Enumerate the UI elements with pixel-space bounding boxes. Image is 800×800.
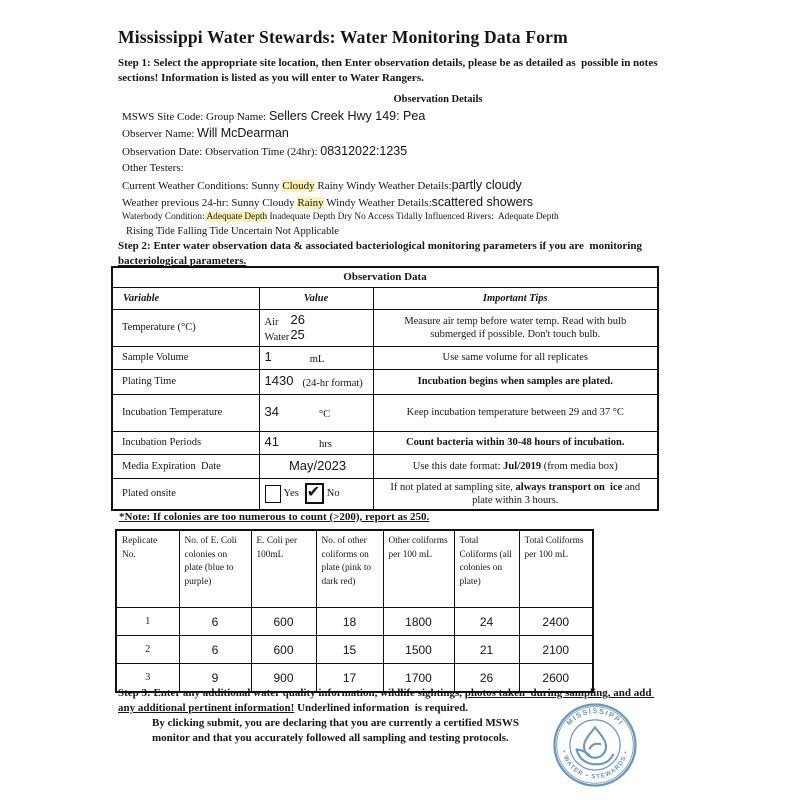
plated-onsite-no-checkbox[interactable] <box>305 483 324 504</box>
media-expiration-label: Media Expiration Date <box>112 454 259 478</box>
table-row <box>112 309 658 346</box>
other-testers-row <box>122 160 742 176</box>
table-cell-value[interactable]: 600 <box>251 608 316 636</box>
current-weather-row <box>122 177 742 194</box>
incubation-temperature-value-cell <box>259 394 373 431</box>
observation-data-caption: Observation Data <box>112 267 658 287</box>
sample-volume-value[interactable]: 1 <box>264 349 272 364</box>
column-header-tips: Important Tips <box>373 287 658 309</box>
table-row <box>112 369 658 394</box>
column-header-total-coliforms-100ml: Total Coliforms per 100 mL <box>519 530 593 608</box>
tide-options-row: Rising Tide Falling Tide Uncertain Not Applicable <box>126 225 339 237</box>
column-header-value: Value <box>259 287 373 309</box>
step2-text: Step 2: Enter water observation data & associated bacteriological monitoring parameters if you are monitoring <box>118 240 645 252</box>
table-cell-value[interactable]: 2600 <box>519 664 593 693</box>
table-cell-value[interactable]: 1500 <box>383 636 454 664</box>
table-cell-value[interactable]: 26 <box>454 664 519 693</box>
plated-onsite-value-cell <box>259 478 373 510</box>
colony-count-table <box>115 529 594 693</box>
observation-details-heading: Observation Details <box>393 94 483 105</box>
table-cell-value[interactable]: 6 <box>179 608 251 636</box>
sample-volume-unit: mL <box>309 354 325 365</box>
colony-table-header-row <box>116 530 593 608</box>
table-cell-value[interactable]: 900 <box>251 664 316 693</box>
form-title: Mississippi Water Stewards: Water Monitoring Data Form <box>118 27 568 47</box>
table-cell-value[interactable]: 600 <box>251 636 316 664</box>
air-label: Air <box>264 316 279 328</box>
table-row <box>112 478 658 510</box>
msws-seal-logo <box>551 701 639 789</box>
table-cell-value[interactable]: 2100 <box>519 636 593 664</box>
column-header-ecoli-per-100ml: E. Coli per 100mL <box>251 530 316 608</box>
table-cell-value[interactable]: 24 <box>454 608 519 636</box>
sample-volume-tip: Use same volume for all replicates <box>373 346 658 369</box>
colony-count-note: *Note: If colonies are too numerous to count (>200), report as 250. <box>119 511 430 523</box>
table-cell-value[interactable]: 21 <box>454 636 519 664</box>
water-label: Water <box>264 331 290 343</box>
previous-weather-details-value[interactable]: scattered showers <box>431 195 534 210</box>
table-cell-value[interactable]: 9 <box>179 664 251 693</box>
incubation-temperature-label: Incubation Temperature <box>112 394 259 431</box>
previous-weather-label: Weather previous 24-hr: Sunny Cloudy <box>122 197 298 210</box>
column-header-ecoli-colonies: No. of E. Coli colonies on plate (blue to purple) <box>179 530 251 608</box>
water-temperature-value[interactable]: 25 <box>290 326 305 342</box>
table-row <box>112 346 658 369</box>
current-weather-selected[interactable]: Cloudy <box>282 179 315 192</box>
table-cell-value[interactable]: 17 <box>316 664 383 693</box>
previous-weather-row <box>122 194 742 211</box>
incubation-temperature-unit: °C <box>318 409 331 420</box>
table-cell-value[interactable]: 18 <box>316 608 383 636</box>
plated-onsite-yes-label: Yes <box>283 488 299 499</box>
air-temperature-value[interactable]: 26 <box>290 311 305 327</box>
sample-volume-label: Sample Volume <box>112 346 259 369</box>
plating-time-format: (24-hr format) <box>302 378 363 389</box>
waterbody-condition-row <box>122 211 742 225</box>
logo-arc-bottom-text: • WATER • STEWARDS • <box>560 749 630 781</box>
submit-declaration-text: By clicking submit, you are declaring that you are currently a certified MSWS monitor and that you accurately followed all sampling and testing protocols. <box>152 717 519 744</box>
plated-onsite-no-label: No <box>326 488 340 499</box>
waterbody-condition-selected[interactable]: Adequate Depth <box>206 212 268 223</box>
replicate-number: 1 <box>116 608 179 636</box>
plated-onsite-tip-bold: always transport on ice <box>515 481 623 493</box>
observer-name-value[interactable]: Will McDearman <box>197 126 289 141</box>
other-testers-label: Other Testers: <box>122 162 184 175</box>
observation-details-section <box>122 108 742 239</box>
incubation-periods-value-cell <box>259 431 373 454</box>
site-code-row <box>122 108 742 125</box>
observer-name-label: Observer Name: <box>122 128 195 141</box>
replicate-number: 3 <box>116 664 179 693</box>
incubation-temperature-value[interactable]: 34 <box>264 404 279 419</box>
table-row <box>112 431 658 454</box>
table-cell-value[interactable]: 6 <box>179 636 251 664</box>
incubation-temperature-tip: Keep incubation temperature between 29 and 37 °C <box>373 394 658 431</box>
incubation-periods-label: Incubation Periods <box>112 431 259 454</box>
step2-underlined-text: bacteriological parameters. <box>118 254 247 267</box>
water-drop-in-hand-icon <box>577 727 614 764</box>
column-header-other-coliforms-plate: No. of other coliforms on plate (pink to dark red) <box>316 530 383 608</box>
waterbody-condition-label: Waterbody Condition: <box>122 212 207 223</box>
temperature-value-cell <box>259 309 373 346</box>
plated-onsite-label: Plated onsite <box>112 478 259 510</box>
step3-text: Step 3: Enter any additional water quality information, wildlife sightings, <box>118 687 465 699</box>
media-expiration-value[interactable]: May/2023 <box>288 457 347 473</box>
incubation-periods-unit: hrs <box>318 439 332 450</box>
current-weather-details-value[interactable]: partly cloudy <box>451 177 522 192</box>
step3-text-post: Underlined information is required. <box>294 702 469 714</box>
site-code-label: MSWS Site Code: Group Name: <box>122 111 267 123</box>
plating-time-tip: Incubation begins when samples are plated. <box>373 369 658 394</box>
sample-volume-value-cell <box>259 346 373 369</box>
table-row <box>116 636 593 664</box>
media-expiration-tip: Use this date format: Jul/2019 (from media box) <box>373 454 658 478</box>
table-cell-value[interactable]: 1800 <box>383 608 454 636</box>
current-weather-label-post: Rainy Windy Weather Details: <box>314 179 452 192</box>
column-header-variable: Variable <box>112 287 259 309</box>
table-row <box>112 454 658 478</box>
column-header-other-coliforms-100ml: Other coliforms per 100 mL <box>383 530 454 608</box>
temperature-label: Temperature (°C) <box>112 309 259 346</box>
table-cell-value[interactable]: 15 <box>316 636 383 664</box>
logo-arc-top-text: MISSISSIPPI <box>564 706 626 728</box>
plating-time-label: Plating Time <box>112 369 259 394</box>
replicate-number: 2 <box>116 636 179 664</box>
table-cell-value[interactable]: 2400 <box>519 608 593 636</box>
site-code-value[interactable]: Sellers Creek Hwy 149: Pea <box>268 109 426 123</box>
table-row <box>112 394 658 431</box>
plated-onsite-tip: If not plated at sampling site, always transport on ice and plate within 3 hours. <box>373 478 658 510</box>
media-expiration-tip-bold: Jul/2019 <box>503 460 542 472</box>
observation-datetime-value[interactable]: 08312022:1235 <box>320 143 408 158</box>
previous-weather-label-post: Windy Weather Details: <box>323 197 432 210</box>
column-header-total-coliforms-plate: Total Coliforms (all colonies on plate) <box>454 530 519 608</box>
waterbody-condition-options: Inadequate Depth Dry No Access Tidally Influenced Rivers: Adequate Depth <box>267 212 559 223</box>
plating-time-value[interactable]: 1430 <box>264 373 294 388</box>
previous-weather-selected[interactable]: Rainy <box>297 197 324 210</box>
observer-name-row <box>122 125 742 142</box>
step2-heading <box>118 239 670 268</box>
checkmark-icon: ✔ <box>306 482 321 501</box>
column-header-replicate: Replicate No. <box>116 530 179 608</box>
current-weather-label: Current Weather Conditions: Sunny <box>122 179 283 192</box>
step1-heading: Step 1: Select the appropriate site location, then Enter observation details, please be as detailed as possible in notes sections! Information is listed as you will enter to Water Rangers. <box>118 57 661 84</box>
incubation-periods-tip: Count bacteria within 30-48 hours of incubation. <box>373 431 658 454</box>
observation-datetime-label: Observation Date: Observation Time (24hr): <box>122 145 318 158</box>
step3-underlined-text: photos taken during sampling, and add any additional pertinent information! <box>118 687 655 714</box>
observation-datetime-row <box>122 143 742 160</box>
media-expiration-value-cell <box>259 454 373 478</box>
temperature-tip: Measure air temp before water temp. Read with bulb submerged if possible. Don't touch bulb. <box>373 309 658 346</box>
table-cell-value[interactable]: 1700 <box>383 664 454 693</box>
observation-data-table <box>111 266 659 511</box>
plating-time-value-cell <box>259 369 373 394</box>
table-row <box>116 608 593 636</box>
plated-onsite-yes-checkbox[interactable] <box>265 485 281 503</box>
incubation-periods-value[interactable]: 41 <box>264 434 279 449</box>
